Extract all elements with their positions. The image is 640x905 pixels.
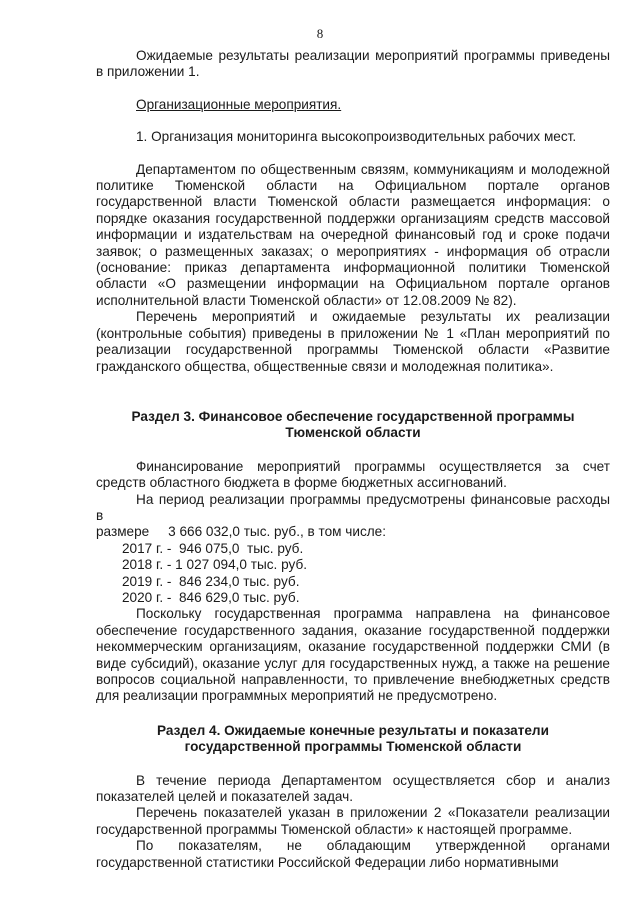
page-number: 8 xyxy=(316,26,324,41)
org-heading-text: Организационные мероприятия. xyxy=(136,96,342,112)
section-3-title-line-2: Тюменской области xyxy=(285,425,421,441)
section-4-title-line-2: государственной программы Тюменской области xyxy=(184,739,522,755)
org-item: 1. Организация мониторинга высокопроизводительных рабочих мест. xyxy=(136,129,577,145)
section-4-title-line-1: Раздел 4. Ожидаемые конечные результаты и показатели xyxy=(157,722,549,738)
funding-year-2017: 2017 г. - 946 075,0 тыс. руб. xyxy=(122,540,304,556)
org-heading xyxy=(96,97,610,113)
funding-by-year-list xyxy=(96,541,610,607)
funding-year-2020: 2020 г. - 846 629,0 тыс. руб. xyxy=(122,589,300,605)
org-paragraph-1: Департаментом по общественным связям, коммуникациям и молодежной политике Тюменской области на Официальном портале органов государственной власти Тюменской области размещается информация: о порядке оказания государственной поддержки организациям средств массовой информации и издательствам на очередной финансовый год и сроке подачи заявок; о размещенных заказах; о мероприятиях - информация об отрасли (основание: приказ департамента информационной политики Тюменской области «О размещении информации на Официальном портале органов исполнительной власти Тюменской области» от 12.08.2009 № 82). xyxy=(96,161,610,308)
section-3-paragraph-2-line-2: размере 3 666 032,0 тыс. руб., в том числе: xyxy=(96,524,387,540)
section-4-paragraph-3: По показателям, не обладающим утвержденной органами государственной статистики Российской Федерации либо нормативными xyxy=(96,838,610,870)
funding-year-2018: 2018 г. - 1 027 094,0 тыс. руб. xyxy=(122,557,308,573)
org-paragraph-2: Перечень мероприятий и ожидаемые результаты их реализации (контрольные события) приведены в приложении № 1 «План мероприятий по реализации государственной программы Тюменской области «Развитие гражданского общества, общественные связи и молодежная политика». xyxy=(96,309,610,374)
section-3-paragraph-1: Финансирование мероприятий программы осуществляется за счет средств областного бюджета в форме бюджетных ассигнований. xyxy=(96,458,610,491)
intro-paragraph: Ожидаемые результаты реализации мероприятий программы приведены в приложении 1. xyxy=(96,48,610,80)
section-3-heading xyxy=(96,409,610,442)
section-3-paragraph-3: Поскольку государственная программа направлена на финансовое обеспечение государственного задания, оказание государственной поддержки некоммерческим организациям, оказание государственной поддержки СМИ (в виде субсидий), оказание услуг для государственных нужд, а также на решение вопросов социальной направленности, то привлечение внебюджетных средств для реализации программных мероприятий не предусмотрено. xyxy=(96,606,610,704)
section-4-paragraph-2: Перечень показателей указан в приложении 2 «Показатели реализации государственной программы Тюменской области» к настоящей программе. xyxy=(96,805,610,837)
section-4-heading xyxy=(96,723,610,756)
funding-year-2019: 2019 г. - 846 234,0 тыс. руб. xyxy=(122,573,300,589)
section-3-title-line-1: Раздел 3. Финансовое обеспечение государственной программы xyxy=(131,408,575,424)
section-4-paragraph-1: В течение периода Департаментом осуществляется сбор и анализ показателей целей и показателей задач. xyxy=(96,772,610,805)
page-content xyxy=(96,48,610,871)
section-3-paragraph-2-line-1: На период реализации программы предусмотрены финансовые расходы в xyxy=(96,491,610,523)
